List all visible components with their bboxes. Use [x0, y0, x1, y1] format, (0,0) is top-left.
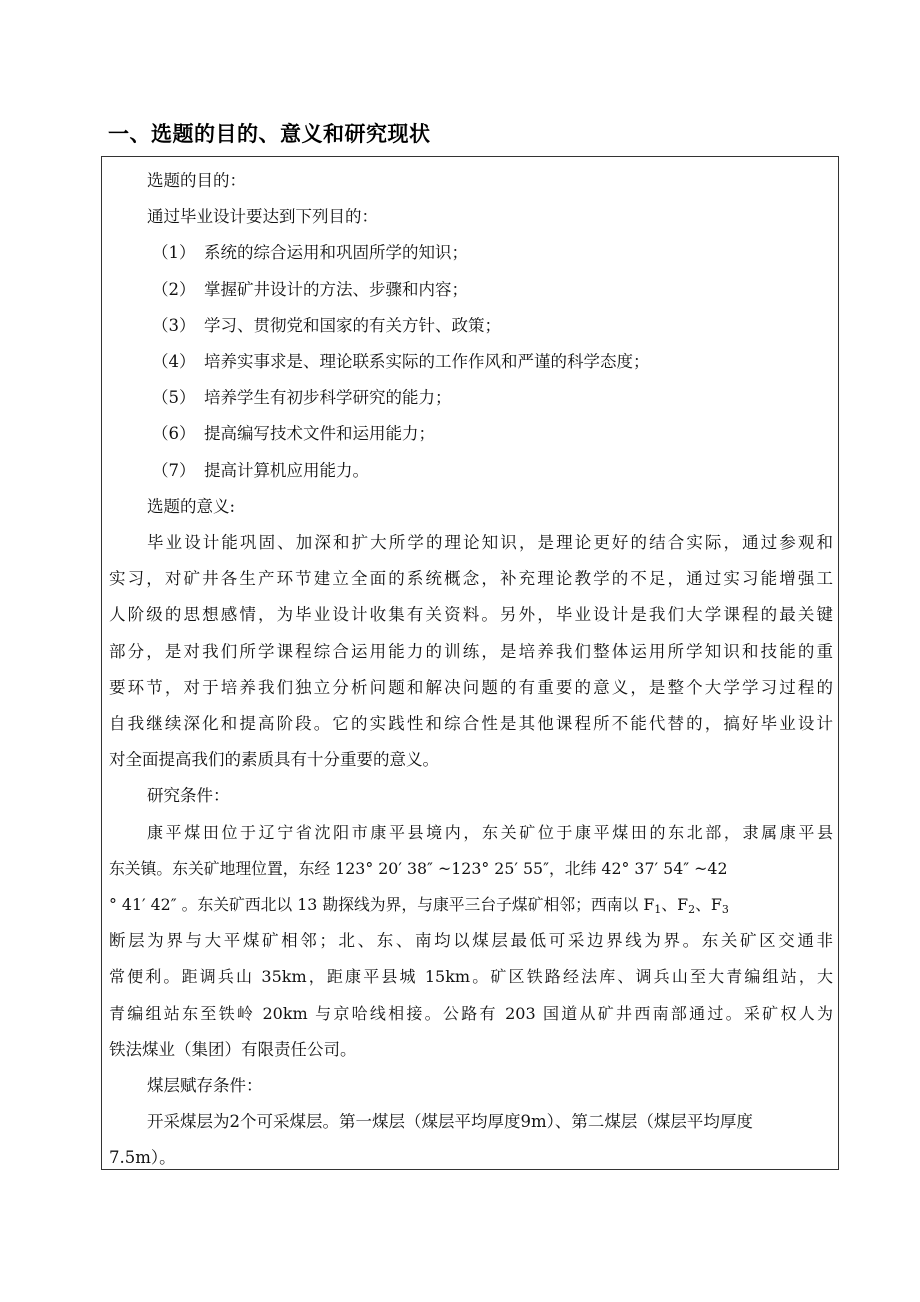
fault-subscript: 1: [654, 903, 662, 916]
item-text: 提高计算机应用能力。: [204, 460, 369, 480]
item-number: （2）: [152, 279, 196, 299]
fault-letter: F: [710, 895, 722, 914]
purpose-intro: 通过毕业设计要达到下列目的：: [147, 207, 378, 227]
purpose-item: [152, 316, 501, 336]
conditions-line: 断层为界与大平煤矿相邻；北、东、南均以煤层最低可采边界线为界。东关矿区交通非: [109, 931, 833, 951]
significance-label: 选题的意义:: [147, 496, 236, 516]
conditions-line: 青编组站东至铁岭 20km 与京哈线相接。公路有 203 国道从矿井西南部通过。采矿权人为: [109, 1003, 833, 1023]
item-number: （7）: [152, 460, 196, 480]
purpose-item: [152, 424, 435, 444]
significance-line: 部分，是对我们所学课程综合运用能力的训练，是培养我们整体运用所学知识和技能的重: [109, 641, 833, 661]
significance-line: 对全面提高我们的素质具有十分重要的意义。: [109, 750, 439, 770]
item-number: （4）: [152, 352, 196, 371]
fault-subscript: 2: [688, 903, 696, 916]
fault-separator: 、: [695, 895, 711, 914]
conditions-line: [109, 895, 833, 915]
seams-label: 煤层赋存条件：: [147, 1076, 263, 1095]
item-number: （6）: [152, 424, 196, 444]
significance-line: 要环节，对于培养我们独立分析问题和解决问题的有重要的意义，是整个大学学习过程的: [109, 677, 833, 697]
item-text: 学习、贯彻党和国家的有关方针、政策；: [204, 315, 501, 335]
item-number: （5）: [152, 388, 196, 408]
significance-line: 实习，对矿井各生产环节建立全面的系统概念，补充理论教学的不足，通过实习能增强工: [109, 569, 833, 589]
purpose-item: [152, 352, 650, 372]
purpose-item: [152, 243, 468, 263]
conditions-line: 东关镇。东关矿地理位置，东经 123° 20′ 38″ ~123° 25′ 55″，北纬 42° 37′ 54″ ~42: [109, 858, 728, 878]
seams-line: 7.5m）。: [109, 1148, 176, 1168]
item-text: 培养学生有初步科学研究的能力；: [204, 388, 452, 408]
fault-letter: F: [677, 895, 689, 914]
content-table-cell: [101, 156, 839, 1170]
significance-line: 毕业设计能巩固、加深和扩大所学的理论知识，是理论更好的结合实际，通过参观和: [147, 533, 833, 552]
item-text: 培养实事求是、理论联系实际的工作作风和严谨的科学态度；: [204, 352, 650, 371]
item-number: （1）: [152, 243, 196, 263]
fault-separator: 、: [661, 895, 678, 914]
seams-line: 开采煤层为2个可采煤层。第一煤层（煤层平均厚度9m）、第二煤层（煤层平均厚度: [147, 1112, 753, 1132]
conditions-label: 研究条件：: [147, 786, 230, 806]
purpose-item: [152, 280, 468, 300]
item-text: 提高编写技术文件和运用能力；: [204, 424, 435, 444]
item-text: 掌握矿井设计的方法、步骤和内容；: [204, 279, 468, 299]
section-title: 一、选题的目的、意义和研究现状: [108, 122, 431, 146]
item-text: 系统的综合运用和巩固所学的知识；: [204, 243, 468, 263]
fault-subscript: 3: [721, 903, 729, 916]
significance-line: 人阶级的思想感情，为毕业设计收集有关资料。另外，毕业设计是我们大学课程的最关键: [109, 605, 833, 625]
significance-line: 自我继续深化和提高阶段。它的实践性和综合性是其他课程所不能代替的，搞好毕业设计: [109, 714, 833, 733]
conditions-line: 康平煤田位于辽宁省沈阳市康平县境内，东关矿位于康平煤田的东北部，隶属康平县: [147, 822, 833, 842]
purpose-label: 选题的目的：: [147, 171, 246, 190]
conditions-line: 常便利。距调兵山 35km，距康平县城 15km。矿区铁路经法库、调兵山至大青编组站，大: [109, 967, 833, 987]
purpose-item: [152, 388, 452, 408]
conditions-line: 铁法煤业（集团）有限责任公司。: [109, 1039, 357, 1059]
conditions-text: ° 41′ 42″ 。东关矿西北以 13 勘探线为界，与康平三台子煤矿相邻；西南以 F: [109, 895, 655, 914]
purpose-item: [152, 461, 369, 481]
item-number: （3）: [152, 315, 196, 335]
